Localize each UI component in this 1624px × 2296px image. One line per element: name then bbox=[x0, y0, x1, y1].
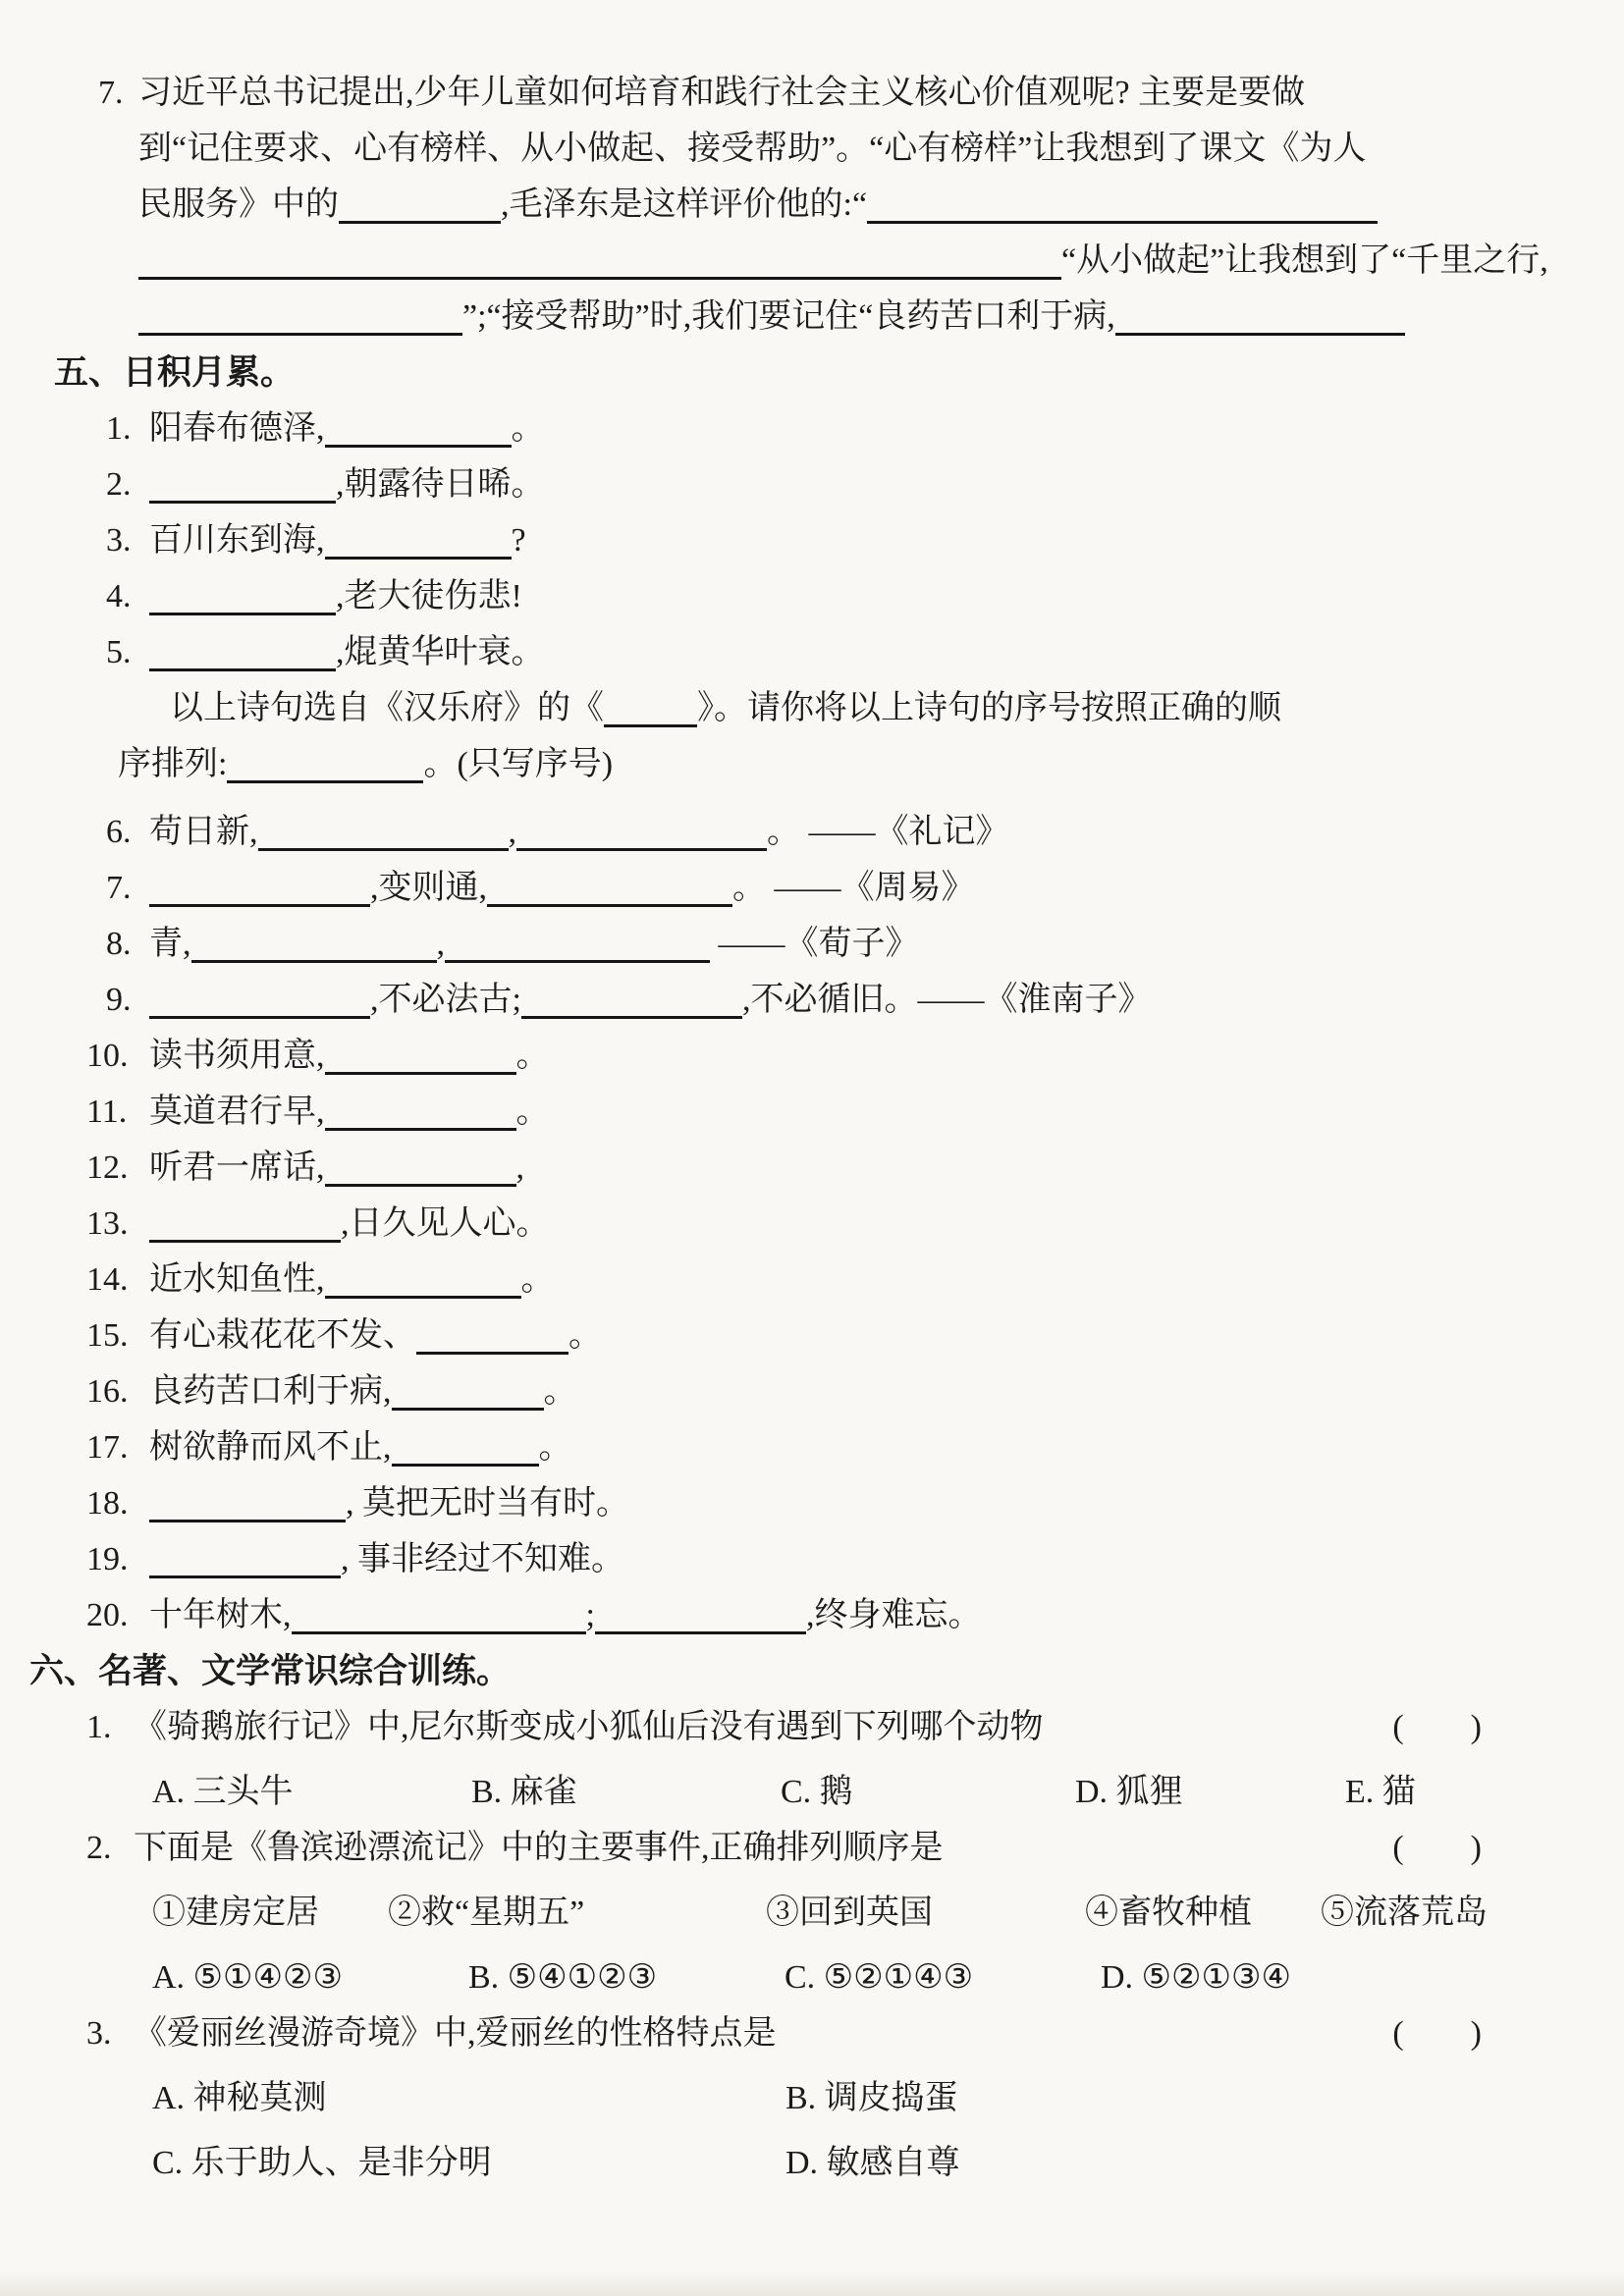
option: D. ⑤②①③④ bbox=[1101, 1959, 1291, 1996]
memorization-item bbox=[0, 916, 1624, 972]
mc-question-stem bbox=[0, 1820, 1624, 1876]
memorization-item bbox=[0, 1140, 1624, 1196]
memorization-item bbox=[0, 1587, 1624, 1643]
text-run: 民服务》中的 bbox=[138, 187, 339, 223]
text-run: 。 bbox=[511, 410, 545, 447]
text-run: 。 bbox=[538, 1429, 572, 1466]
text-run: 近水知鱼性, bbox=[149, 1261, 325, 1298]
memorization-item bbox=[0, 512, 1624, 568]
answer-blank bbox=[1115, 303, 1405, 336]
option-row bbox=[0, 2135, 1624, 2191]
option: C. ⑤②①④③ bbox=[785, 1959, 974, 1996]
item-number: 16. bbox=[86, 1373, 129, 1410]
text-run: 。(只写序号) bbox=[423, 746, 614, 782]
text-run: 以上诗句选自《汉乐府》的《 bbox=[170, 690, 604, 726]
text-run: 习近平总书记提出,少年儿童如何培育和践行社会主义核心价值观呢? 主要是要做 bbox=[138, 75, 1306, 111]
section5-source-note bbox=[0, 680, 1624, 792]
option: C. 鹅 bbox=[781, 1774, 853, 1810]
answer-blank bbox=[138, 247, 1061, 280]
option: A. 三头牛 bbox=[152, 1774, 294, 1810]
answer-blank bbox=[516, 819, 767, 851]
mc-question-text: 下面是《鲁滨逊漂流记》中的主要事件,正确排列顺序是 bbox=[134, 1830, 944, 1866]
option: B. 麻雀 bbox=[471, 1774, 577, 1810]
item-number: 7. bbox=[106, 870, 132, 906]
text-run: 树欲静而风不止, bbox=[149, 1429, 392, 1466]
text-run: , bbox=[515, 1149, 524, 1186]
answer-blank bbox=[392, 1434, 539, 1467]
option-row bbox=[0, 2070, 1624, 2126]
item-number: 20. bbox=[86, 1597, 129, 1633]
text-run: 。 bbox=[515, 1038, 550, 1074]
item-number: 2. bbox=[106, 466, 132, 503]
memorization-item bbox=[0, 972, 1624, 1028]
event-item: ④畜牧种植 bbox=[1085, 1895, 1252, 1931]
text-run: 序排列: bbox=[118, 746, 228, 782]
event-item: ③回到英国 bbox=[766, 1895, 933, 1931]
answer-blank bbox=[149, 987, 370, 1019]
option-row bbox=[0, 1764, 1624, 1820]
text-run: ”;“接受帮助”时,我们要记住“良药苦口利于病, bbox=[462, 298, 1115, 335]
item-number: 14. bbox=[86, 1261, 129, 1298]
memorization-item bbox=[0, 1084, 1624, 1140]
answer-blank bbox=[149, 639, 336, 671]
mc-question-stem bbox=[0, 2005, 1624, 2061]
q7-line bbox=[138, 121, 1624, 177]
text-run: 阳春布德泽, bbox=[149, 410, 325, 447]
mc-question-text: 《骑鹅旅行记》中,尼尔斯变成小狐仙后没有遇到下列哪个动物 bbox=[134, 1709, 1044, 1745]
text-run: 良药苦口利于病, bbox=[149, 1373, 392, 1410]
text-run: 听君一席话, bbox=[149, 1149, 325, 1186]
mc-question-number: 3. bbox=[86, 2015, 112, 2052]
item-number: 6. bbox=[106, 814, 132, 850]
text-run: 青, bbox=[149, 926, 191, 962]
item-number: 10. bbox=[86, 1038, 129, 1074]
item-number: 19. bbox=[86, 1541, 129, 1577]
text-run: , 莫把无时当有时。 bbox=[346, 1485, 629, 1522]
text-run: ,焜黄华叶衰。 bbox=[336, 634, 545, 670]
text-run: 》。请你将以上诗句的序号按照正确的顺 bbox=[697, 690, 1281, 726]
text-run: ,老大徒伤悲! bbox=[336, 578, 522, 614]
text-run: 到“记住要求、心有榜样、从小做起、接受帮助”。“心有榜样”让我想到了课文《为人 bbox=[138, 131, 1367, 167]
event-item: ②救“星期五” bbox=[388, 1895, 585, 1931]
text-run: 有心栽花花不发、 bbox=[149, 1317, 416, 1354]
section5-items-1-5 bbox=[0, 400, 1624, 680]
q7-line bbox=[138, 233, 1624, 289]
mc-question-stem bbox=[0, 1699, 1624, 1755]
answer-blank bbox=[867, 191, 1378, 224]
answer-blank bbox=[487, 875, 732, 907]
source-note-line bbox=[0, 736, 1624, 792]
text-run: , bbox=[436, 926, 445, 962]
answer-blank bbox=[445, 931, 710, 963]
answer-blank bbox=[595, 1602, 806, 1634]
answer-blank bbox=[149, 875, 370, 907]
option: B. 调皮捣蛋 bbox=[785, 2080, 958, 2116]
text-run: ,毛泽东是这样评价他的:“ bbox=[501, 187, 868, 223]
memorization-item bbox=[0, 1308, 1624, 1363]
q7-line bbox=[138, 177, 1624, 233]
memorization-item bbox=[0, 568, 1624, 624]
answer-blank bbox=[149, 471, 336, 504]
text-run: 。 ——《礼记》 bbox=[767, 814, 1009, 850]
mc-question-number: 2. bbox=[86, 1830, 112, 1866]
section5-heading: 五、日积月累。 bbox=[54, 353, 296, 392]
text-run: 读书须用意, bbox=[149, 1038, 325, 1074]
text-run: ,不必循旧。——《淮南子》 bbox=[741, 982, 1152, 1018]
answer-blank bbox=[149, 583, 336, 615]
text-run: 苟日新, bbox=[149, 814, 258, 850]
option: D. 敏感自尊 bbox=[785, 2145, 960, 2181]
item-number: 1. bbox=[106, 410, 132, 447]
text-run: ,不必法古; bbox=[370, 982, 521, 1018]
answer-blank bbox=[325, 527, 512, 560]
text-run: “从小做起”让我想到了“千里之行, bbox=[1061, 242, 1548, 279]
item-number: 15. bbox=[86, 1317, 129, 1354]
text-run: 。 bbox=[568, 1317, 602, 1354]
event-item: ①建房定居 bbox=[152, 1895, 319, 1931]
item-number: 3. bbox=[106, 522, 132, 559]
answer-blank bbox=[292, 1602, 586, 1634]
text-run: 百川东到海, bbox=[149, 522, 325, 559]
memorization-item bbox=[0, 456, 1624, 512]
option: D. 狐狸 bbox=[1075, 1774, 1183, 1810]
memorization-item bbox=[0, 1028, 1624, 1084]
question-7-block bbox=[0, 65, 1624, 345]
answer-blank bbox=[325, 1042, 516, 1075]
text-run: 莫道君行早, bbox=[149, 1094, 325, 1130]
text-run: ,朝露待日晞。 bbox=[336, 466, 545, 503]
item-number: 5. bbox=[106, 634, 132, 670]
answer-blank bbox=[149, 1490, 346, 1522]
option: A. ⑤①④②③ bbox=[152, 1959, 343, 1996]
answer-blank bbox=[227, 751, 423, 783]
text-run: ,日久见人心。 bbox=[341, 1205, 550, 1242]
answer-blank bbox=[258, 819, 509, 851]
text-run: ,终身难忘。 bbox=[805, 1597, 982, 1633]
memorization-item bbox=[0, 860, 1624, 916]
answer-blank bbox=[325, 1098, 516, 1131]
text-run: ,变则通, bbox=[370, 870, 487, 906]
item-number: 11. bbox=[86, 1094, 128, 1130]
memorization-item bbox=[0, 624, 1624, 680]
memorization-item bbox=[0, 1252, 1624, 1308]
item-number: 13. bbox=[86, 1205, 129, 1242]
text-run: 。 ——《周易》 bbox=[732, 870, 975, 906]
option: B. ⑤④①②③ bbox=[468, 1959, 658, 1996]
memorization-item bbox=[0, 1196, 1624, 1252]
answer-paren: ( ) bbox=[1392, 1709, 1482, 1745]
section6-heading: 六、名著、文学常识综合训练。 bbox=[29, 1652, 512, 1690]
text-run: 十年树木, bbox=[149, 1597, 292, 1633]
answer-blank bbox=[149, 1210, 341, 1243]
answer-blank bbox=[339, 191, 501, 224]
text-run: , 事非经过不知难。 bbox=[341, 1541, 624, 1577]
q7-line bbox=[98, 65, 1624, 121]
answer-blank bbox=[138, 303, 462, 336]
memorization-item bbox=[0, 1475, 1624, 1531]
answer-blank bbox=[392, 1378, 544, 1411]
text-run: 。 bbox=[520, 1261, 555, 1298]
answer-paren: ( ) bbox=[1392, 1830, 1482, 1866]
answer-blank bbox=[149, 1546, 341, 1578]
event-list-row bbox=[0, 1885, 1624, 1941]
answer-blank bbox=[325, 1154, 516, 1187]
text-run: 。 bbox=[515, 1094, 550, 1130]
mc-question-number: 1. bbox=[86, 1709, 112, 1745]
event-item: ⑤流落荒岛 bbox=[1321, 1895, 1488, 1931]
answer-blank bbox=[325, 415, 512, 448]
item-number: 12. bbox=[86, 1149, 129, 1186]
q7-line bbox=[138, 289, 1624, 345]
answer-paren: ( ) bbox=[1392, 2015, 1482, 2052]
option: E. 猫 bbox=[1345, 1774, 1416, 1810]
answer-blank bbox=[191, 931, 437, 963]
text-run: , bbox=[508, 814, 516, 850]
answer-blank bbox=[416, 1322, 568, 1355]
item-number: 4. bbox=[106, 578, 132, 614]
item-number: 8. bbox=[106, 926, 132, 962]
memorization-item bbox=[0, 400, 1624, 456]
item-number: 9. bbox=[106, 982, 132, 1018]
memorization-item bbox=[0, 1419, 1624, 1475]
item-number: 18. bbox=[86, 1485, 129, 1522]
option: C. 乐于助人、是非分明 bbox=[152, 2145, 492, 2181]
text-run: ? bbox=[511, 522, 526, 559]
memorization-item bbox=[0, 1531, 1624, 1587]
section6-questions bbox=[0, 1699, 1624, 2191]
option: A. 神秘莫测 bbox=[152, 2080, 327, 2116]
section5-items-6-20 bbox=[0, 804, 1624, 1643]
text-run: ; bbox=[585, 1597, 595, 1633]
text-run: 。 bbox=[543, 1373, 577, 1410]
answer-blank bbox=[325, 1266, 521, 1299]
answer-blank bbox=[604, 695, 697, 727]
memorization-item bbox=[0, 804, 1624, 860]
q7-number: 7. bbox=[98, 75, 124, 111]
option-row bbox=[0, 1949, 1624, 2005]
item-number: 17. bbox=[86, 1429, 129, 1466]
text-run: ——《荀子》 bbox=[710, 926, 919, 962]
source-note-line bbox=[0, 680, 1624, 736]
answer-blank bbox=[521, 987, 742, 1019]
mc-question-text: 《爱丽丝漫游奇境》中,爱丽丝的性格特点是 bbox=[134, 2015, 777, 2052]
memorization-item bbox=[0, 1363, 1624, 1419]
